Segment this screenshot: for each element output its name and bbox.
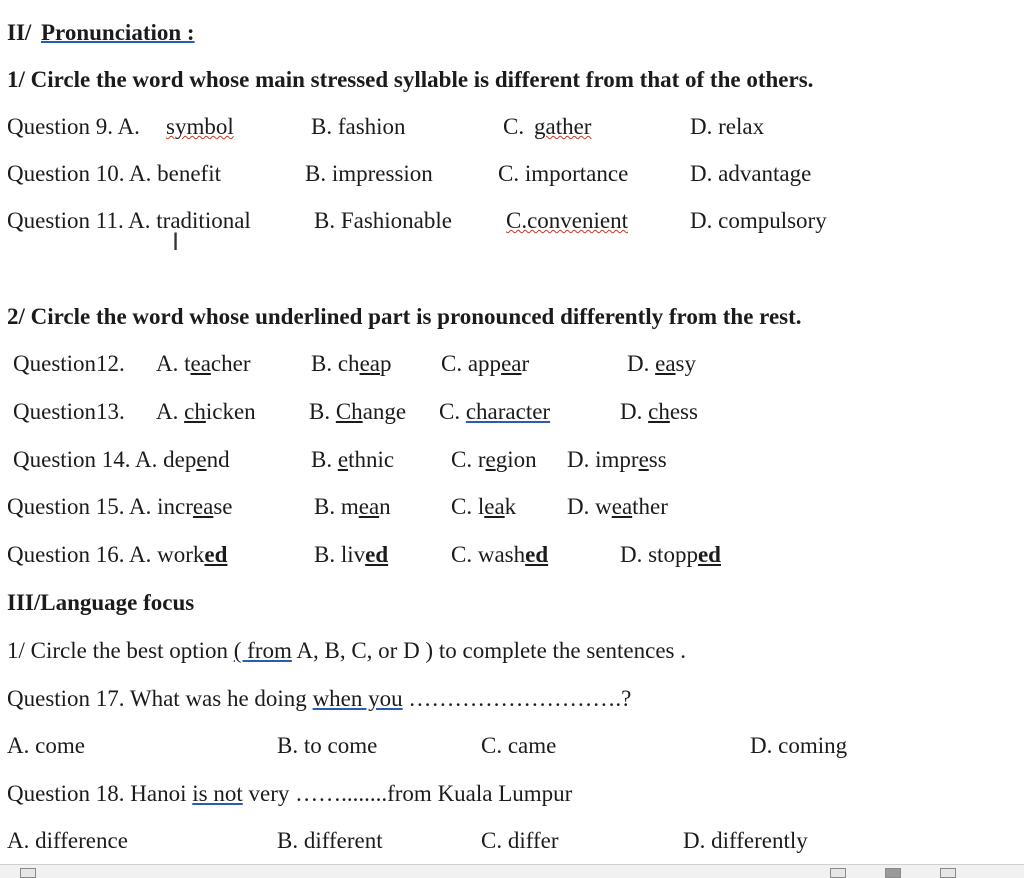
underlined-part: ( from xyxy=(233,638,292,663)
q13-option-c[interactable] xyxy=(439,397,550,427)
text: D. xyxy=(620,399,649,424)
q16-option-b[interactable] xyxy=(314,540,388,570)
section-title: Pronunciation : xyxy=(41,20,195,45)
text: r xyxy=(521,351,530,376)
status-bar xyxy=(0,864,1024,878)
question-15 xyxy=(0,492,1024,522)
underlined-part: ea xyxy=(611,494,633,519)
text-cursor-icon: I xyxy=(172,228,180,256)
q15-option-c[interactable] xyxy=(451,492,516,522)
q15-option-d[interactable] xyxy=(567,492,668,522)
underlined-part: ea xyxy=(501,351,522,376)
text: D. xyxy=(627,351,656,376)
q11-option-d[interactable]: D. compulsory xyxy=(690,208,827,233)
text: D. impr xyxy=(567,447,639,472)
question-18-options xyxy=(0,826,1024,856)
text: Question 15. A. incr xyxy=(7,494,193,519)
q12-option-c[interactable] xyxy=(441,349,529,379)
instruction-stress xyxy=(0,65,1024,95)
text: ss xyxy=(648,447,667,472)
q9-label: Question 9. A. xyxy=(7,114,140,139)
q14-option-d[interactable] xyxy=(567,445,667,475)
text: ess xyxy=(669,399,698,424)
text: A. t xyxy=(156,351,191,376)
question-17 xyxy=(0,684,1024,714)
text: C. l xyxy=(451,494,485,519)
text: se xyxy=(213,494,233,519)
q14-option-c[interactable] xyxy=(451,445,537,475)
q10-option-d[interactable]: D. advantage xyxy=(690,161,812,186)
question-12 xyxy=(0,349,1024,379)
section-number: II/ xyxy=(7,20,32,45)
question-14 xyxy=(0,445,1024,475)
text: thnic xyxy=(348,447,395,472)
underlined-part: ch xyxy=(184,399,206,424)
q9-option-c[interactable]: gather xyxy=(534,114,592,139)
text: B. m xyxy=(314,494,359,519)
q9-option-d[interactable]: D. relax xyxy=(690,114,765,139)
q17-option-d[interactable]: D. coming xyxy=(750,733,848,758)
text: nd xyxy=(206,447,230,472)
q17-text xyxy=(7,684,631,714)
q13-option-b[interactable] xyxy=(309,397,406,427)
question-16 xyxy=(0,540,1024,570)
section-title-language-focus xyxy=(0,588,1024,618)
q18-option-c[interactable]: C. differ xyxy=(481,828,559,853)
question-11 xyxy=(0,206,1024,236)
underlined-part: ea xyxy=(192,494,214,519)
underlined-part: e xyxy=(337,447,349,472)
q13-label: Question13. xyxy=(13,399,125,424)
q18-option-a[interactable]: A. difference xyxy=(7,828,128,853)
q16-option-a[interactable] xyxy=(7,540,227,570)
q18-option-b[interactable]: B. different xyxy=(277,828,383,853)
q12-option-a[interactable] xyxy=(156,349,251,379)
q13-option-a[interactable] xyxy=(156,397,256,427)
underlined-part: e xyxy=(485,447,496,472)
instruction-text: 1/ Circle the word whose main stressed syllable is different from that of the others. xyxy=(7,67,814,92)
question-10 xyxy=(0,159,1024,189)
underlined-part: Ch xyxy=(335,399,363,424)
underlined-part: e xyxy=(638,447,649,472)
text: n xyxy=(379,494,391,519)
q14-option-b[interactable] xyxy=(311,445,394,475)
text: C. r xyxy=(451,447,486,472)
q14-option-a[interactable] xyxy=(13,445,230,475)
underlined-part: ed xyxy=(365,542,389,567)
text: C. wash xyxy=(451,542,526,567)
text: cher xyxy=(210,351,251,376)
text: sy xyxy=(675,351,696,376)
underlined-part: ed xyxy=(525,542,549,567)
text: ange xyxy=(362,399,407,424)
underlined-part: character xyxy=(465,399,551,424)
text: p xyxy=(379,351,392,376)
q11-option-c[interactable]: C.convenient xyxy=(506,208,628,233)
question-9 xyxy=(0,112,1024,142)
text: D. w xyxy=(567,494,612,519)
underlined-part: ed xyxy=(697,542,721,567)
text: ……………………….? xyxy=(402,686,632,711)
instruction-text: 2/ Circle the word whose underlined part is pronounced differently from the rest. xyxy=(7,304,802,329)
underlined-part: ch xyxy=(648,399,670,424)
text: B. ch xyxy=(311,351,360,376)
q16-option-c[interactable] xyxy=(451,540,548,570)
q10-label[interactable]: Question 10. A. benefit xyxy=(7,161,221,186)
q18-text xyxy=(7,779,572,809)
question-13 xyxy=(0,397,1024,427)
q12-label: Question12. xyxy=(13,351,125,376)
text: 1/ Circle the best option xyxy=(7,638,234,663)
q12-option-d[interactable] xyxy=(627,349,696,379)
q9-option-c-prefix: C. xyxy=(503,114,525,139)
q9-option-b[interactable]: B. fashion xyxy=(311,114,406,139)
underlined-part: ea xyxy=(655,351,676,376)
text: Question 17. What was he doing xyxy=(7,686,313,711)
q15-option-b[interactable] xyxy=(314,492,391,522)
instruction-text xyxy=(7,636,686,666)
text: B. xyxy=(309,399,336,424)
underlined-part: when you xyxy=(312,686,403,711)
underlined-part: ea xyxy=(359,351,380,376)
text: C. xyxy=(439,399,466,424)
section-title: III/Language focus xyxy=(7,590,195,615)
text: gion xyxy=(495,447,537,472)
text: Question 18. Hanoi xyxy=(7,781,193,806)
underlined-part: e xyxy=(196,447,207,472)
q10-option-c[interactable]: C. importance xyxy=(498,161,629,186)
text: C. app xyxy=(441,351,502,376)
q15-option-a[interactable] xyxy=(7,492,233,522)
instruction-best-option xyxy=(0,636,1024,666)
text: B. liv xyxy=(314,542,366,567)
q16-option-d[interactable] xyxy=(620,540,721,570)
text: very ……........from Kuala Lumpur xyxy=(242,781,573,806)
q11-label[interactable]: Question 11. A. traditional xyxy=(7,208,251,233)
q12-option-b[interactable] xyxy=(311,349,391,379)
text: B. xyxy=(311,447,338,472)
text: D. stopp xyxy=(620,542,698,567)
text: k xyxy=(504,494,517,519)
text: A. xyxy=(156,399,185,424)
q17-option-a[interactable]: A. come xyxy=(7,733,85,758)
text: A, B, C, or D ) to complete the sentences . xyxy=(291,638,687,663)
q18-option-d[interactable]: D. differently xyxy=(683,828,808,853)
q10-option-b[interactable]: B. impression xyxy=(305,161,433,186)
q9-option-a[interactable]: symbol xyxy=(166,114,234,139)
underlined-part: ea xyxy=(484,494,505,519)
underlined-part: ed xyxy=(204,542,228,567)
q13-option-d[interactable] xyxy=(620,397,698,427)
instruction-underlined xyxy=(0,302,1024,332)
text: Question 14. A. dep xyxy=(13,447,197,472)
question-17-options xyxy=(0,731,1024,761)
q17-option-b[interactable]: B. to come xyxy=(277,733,378,758)
question-18 xyxy=(0,779,1024,809)
underlined-part: ea xyxy=(358,494,380,519)
q11-option-b[interactable]: B. Fashionable xyxy=(314,208,452,233)
section-title-pronunciation xyxy=(0,18,1024,48)
underlined-part: ea xyxy=(190,351,211,376)
underlined-part: is not xyxy=(192,781,243,806)
q17-option-c[interactable]: C. came xyxy=(481,733,557,758)
text: ther xyxy=(632,494,668,519)
text: Question 16. A. work xyxy=(7,542,205,567)
text: icken xyxy=(205,399,256,424)
